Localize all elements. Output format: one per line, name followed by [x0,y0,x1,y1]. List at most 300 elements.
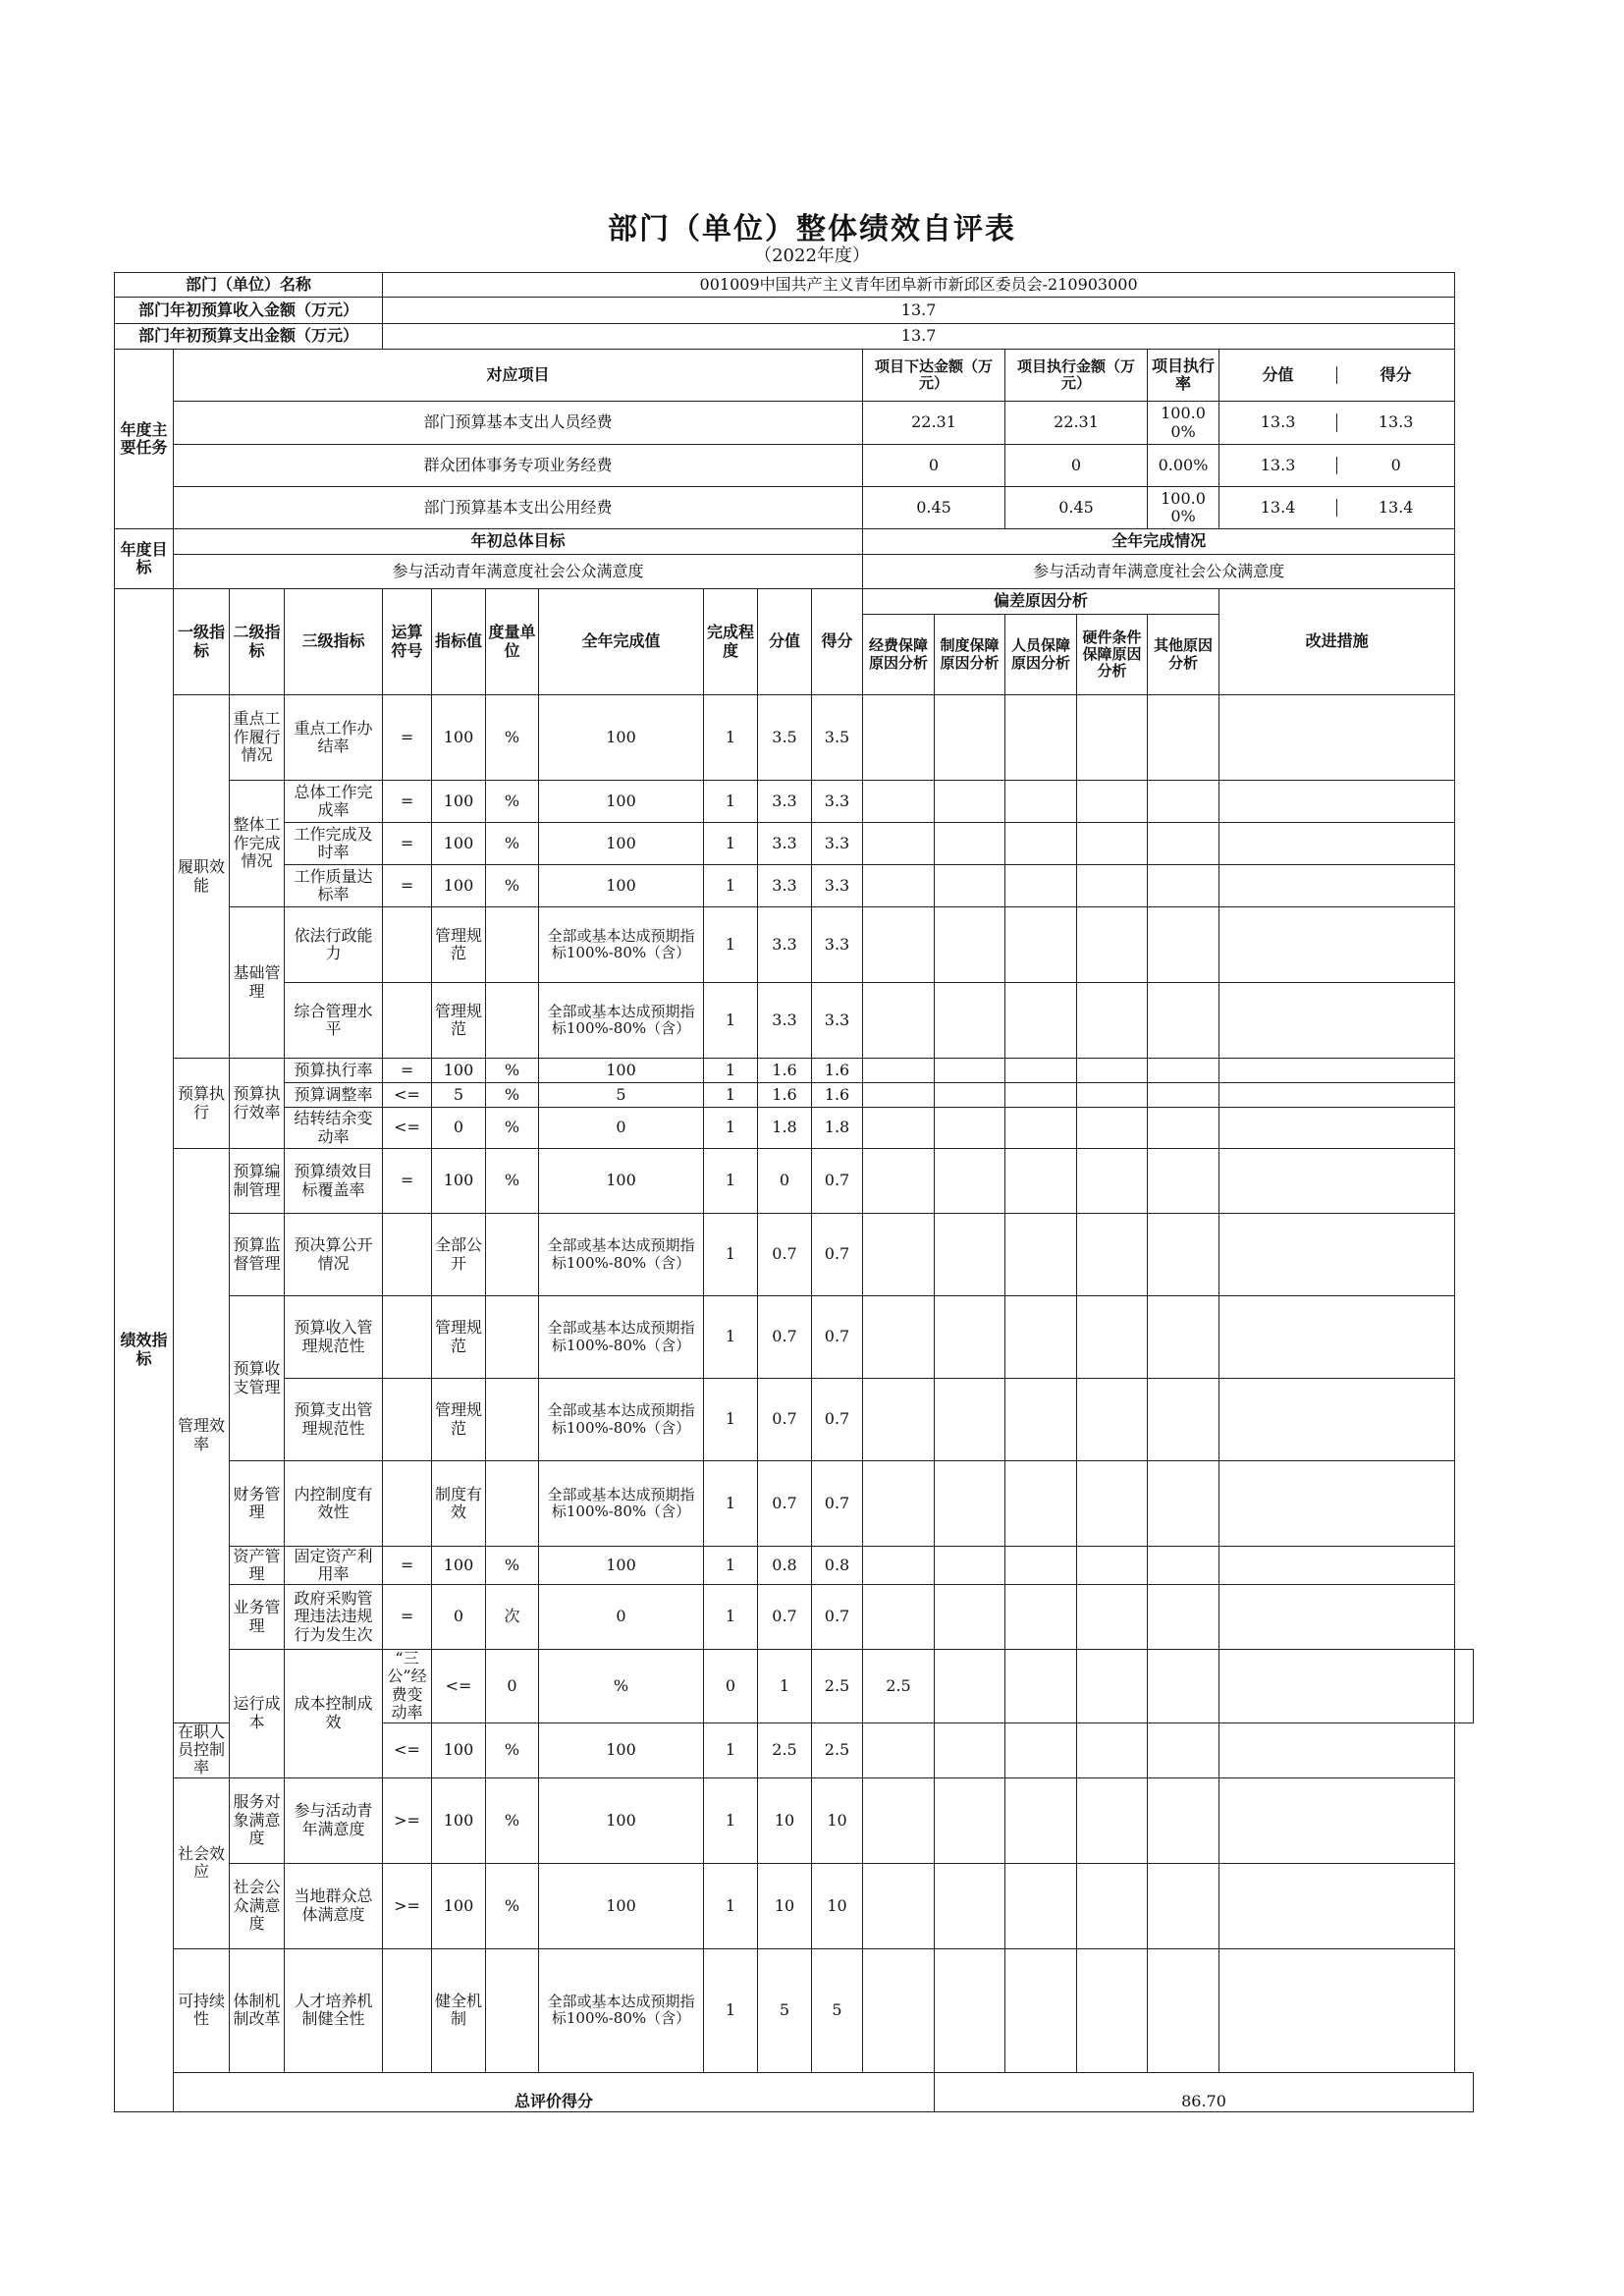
perf-fix [1219,1149,1455,1214]
perf-deg: 1 [704,1083,758,1108]
task-rate: 100.00% [1148,402,1219,445]
perf-dev4 [1077,1777,1148,1863]
perf-col-dev5: 其他原因分析 [1148,615,1219,695]
perf-dev1 [863,1083,935,1108]
perf-unit: % [486,823,539,865]
perf-val: 100 [432,781,486,823]
perf-row [115,907,1474,983]
perf-fix [1219,1108,1455,1149]
perf-done: 100 [539,1777,704,1863]
perf-op: = [383,695,432,781]
perf-col-score: 分值 [758,589,812,695]
perf-dev4 [1077,1214,1148,1296]
perf-deg: 1 [704,1461,758,1547]
perf-dev1 [863,1379,935,1461]
perf-dev4 [1148,1650,1219,1723]
perf-row [115,781,1474,823]
perf-dev3 [1005,1379,1077,1461]
perf-dev4 [1077,1149,1148,1214]
perf-dev3 [1005,1461,1077,1547]
perf-done: 0 [704,1650,758,1723]
tasks-col-score: 分值 [1219,366,1337,384]
perf-unit: 次 [486,1585,539,1650]
perf-score: 3.3 [758,865,812,907]
perf-dev5 [1148,983,1219,1059]
perf-op: = [383,823,432,865]
perf-dev4 [1077,865,1148,907]
perf-unit: % [486,1547,539,1585]
perf-section-label: 绩效指标 [115,589,174,2112]
perf-dev3 [1005,695,1077,781]
perf-val: 0 [432,1585,486,1650]
perf-unit: % [486,1777,539,1863]
unit-label: 部门（单位）名称 [115,273,383,298]
expense-value: 13.7 [383,324,1455,350]
perf-done: 全部或基本达成预期指标100%-80%（含） [539,1379,704,1461]
perf-dev5 [1148,1948,1219,2072]
perf-sub: 社会公众满意度 [230,1863,285,1948]
perf-fix [1219,1059,1455,1083]
perf-score: 3.3 [758,823,812,865]
perf-op [383,1948,432,2072]
task-executed: 0 [1005,445,1148,487]
total-label: 总评价得分 [174,2072,935,2111]
task-score-split [1219,487,1455,529]
perf-dev5 [1148,781,1219,823]
perf-dev2 [935,865,1005,907]
perf-col-l1: 一级指标 [174,589,230,695]
perf-col-dev3: 人员保障原因分析 [1005,615,1077,695]
perf-val: 100 [432,823,486,865]
perf-sub: 预算收支管理 [230,1296,285,1461]
perf-deg: 1 [704,1547,758,1585]
perf-fix [1219,823,1455,865]
perf-deg: 1 [704,1108,758,1149]
perf-score: 0 [758,1149,812,1214]
perf-dev1 [863,1948,935,2072]
perf-fix [1219,1214,1455,1296]
perf-dev5 [1148,1149,1219,1214]
perf-l3: 在职人员控制率 [174,1722,230,1777]
perf-dev4 [1077,695,1148,781]
perf-dev5 [1148,1214,1219,1296]
perf-dev2 [935,695,1005,781]
perf-dev5 [1148,1722,1219,1777]
perf-l3: 固定资产利用率 [285,1547,383,1585]
perf-val: 100 [432,865,486,907]
perf-got: 0.7 [812,1296,863,1379]
perf-fix [1219,1296,1455,1379]
perf-val: 100 [432,1722,486,1777]
task-rate: 0.00% [1148,445,1219,487]
perf-unit [486,983,539,1059]
perf-done: 全部或基本达成预期指标100%-80%（含） [539,983,704,1059]
perf-col-dev2: 制度保障原因分析 [935,615,1005,695]
perf-dev1 [863,781,935,823]
page-subtitle: （2022年度） [754,246,870,266]
perf-got: 3.3 [812,907,863,983]
perf-got: 1.6 [812,1059,863,1083]
perf-dev4 [1077,1863,1148,1948]
perf-dev5 [1148,1296,1219,1379]
task-row [115,487,1474,529]
perf-unit [486,1379,539,1461]
perf-done: 全部或基本达成预期指标100%-80%（含） [539,1214,704,1296]
perf-score: 10 [758,1863,812,1948]
task-got: 13.4 [1378,497,1414,517]
perf-unit: % [486,781,539,823]
total-row [115,2072,1474,2111]
perf-deg: 1 [704,823,758,865]
perf-dev2 [935,1083,1005,1108]
perf-score: 0.7 [758,1585,812,1650]
perf-sub: 财务管理 [230,1461,285,1547]
perf-dev4 [1077,1296,1148,1379]
task-got: 13.3 [1378,412,1414,432]
perf-row [115,1777,1474,1863]
perf-row [115,1650,1474,1723]
perf-dev4 [1077,1461,1148,1547]
perf-done: 100 [539,865,704,907]
perf-dev4 [1077,1059,1148,1083]
perf-dev5 [1148,1083,1219,1108]
perf-l3: “三公”经费变动率 [383,1650,432,1723]
perf-row [115,865,1474,907]
perf-got: 3.5 [812,695,863,781]
perf-dev1 [863,1863,935,1948]
task-row [115,445,1474,487]
tasks-header-row [115,350,1474,402]
tasks-col-allocated: 项目下达金额（万元） [863,350,1005,402]
perf-dev3 [1005,865,1077,907]
perf-dev5 [1148,1547,1219,1585]
task-item: 部门预算基本支出公用经费 [174,487,863,529]
perf-dev1 [863,1108,935,1149]
perf-sub: 体制机制改革 [230,1948,285,2072]
perf-row [115,1948,1474,2072]
perf-dev2 [935,1722,1005,1777]
perf-op: <= [383,1083,432,1108]
perf-dev1 [863,865,935,907]
perf-done: 全部或基本达成预期指标100%-80%（含） [539,1296,704,1379]
perf-row [115,1108,1474,1149]
perf-l3: 依法行政能力 [285,907,383,983]
perf-dev5 [1148,1863,1219,1948]
perf-dev5 [1148,695,1219,781]
perf-dev2 [935,907,1005,983]
perf-dev2 [935,781,1005,823]
perf-dev4 [1077,781,1148,823]
perf-dev3 [1005,823,1077,865]
perf-dev5 [1148,823,1219,865]
perf-deg: 1 [704,1149,758,1214]
perf-op: <= [432,1650,486,1723]
perf-dev4 [1077,1108,1148,1149]
perf-done: 0 [539,1108,704,1149]
perf-dev1 [863,1149,935,1214]
perf-unit [486,1461,539,1547]
perf-dev5 [1148,907,1219,983]
perf-header-row-1 [115,589,1474,615]
perf-got: 1.6 [812,1083,863,1108]
perf-got: 3.3 [812,781,863,823]
perf-sub: 服务对象满意度 [230,1777,285,1863]
perf-val: 全部公开 [432,1214,486,1296]
perf-row [115,983,1474,1059]
perf-dev4 [1077,1379,1148,1461]
perf-got: 0.7 [812,1214,863,1296]
perf-val: 管理规范 [432,983,486,1059]
perf-got: 10 [812,1863,863,1948]
perf-got: 3.3 [812,983,863,1059]
perf-col-fix: 改进措施 [1219,589,1455,695]
goal-completion-header: 全年完成情况 [863,529,1455,555]
perf-deg: 1 [704,695,758,781]
tasks-col-got: 得分 [1380,364,1412,384]
perf-op: = [383,865,432,907]
perf-dev2 [935,1379,1005,1461]
perf-dev2 [935,1108,1005,1149]
perf-dev4 [1077,983,1148,1059]
perf-got: 2.5 [812,1722,863,1777]
perf-l3: 预算调整率 [285,1083,383,1108]
goal-completion-value: 参与活动青年满意度社会公众满意度 [863,555,1455,589]
perf-row [115,1296,1474,1379]
perf-score: 0.7 [758,1379,812,1461]
perf-op: = [383,1547,432,1585]
perf-done: 100 [539,781,704,823]
perf-row [115,1547,1474,1585]
perf-dev3 [1005,1296,1077,1379]
perf-op [383,1379,432,1461]
perf-got: 2.5 [863,1650,935,1723]
perf-dev2 [935,1461,1005,1547]
task-score: 13.3 [1219,457,1337,474]
perf-done: 100 [539,1722,704,1777]
perf-got: 3.3 [812,865,863,907]
perf-dev5 [1219,1650,1455,1723]
goal-header-row [115,529,1474,555]
perf-op: >= [383,1777,432,1863]
perf-l3: 综合管理水平 [285,983,383,1059]
perf-dev3 [1005,1863,1077,1948]
perf-op [383,1296,432,1379]
perf-score: 2.5 [758,1722,812,1777]
perf-dev4 [1077,907,1148,983]
perf-group: 履职效能 [174,695,230,1059]
perf-unit: % [486,1083,539,1108]
perf-l3: 预算收入管理规范性 [285,1296,383,1379]
perf-val: 100 [432,1547,486,1585]
perf-dev2 [935,1059,1005,1083]
perf-unit: % [539,1650,704,1723]
perf-fix [1219,907,1455,983]
perf-score: 0.8 [758,1547,812,1585]
perf-dev3 [1005,1948,1077,2072]
perf-dev3 [1005,781,1077,823]
perf-fix [1219,1083,1455,1108]
perf-dev4 [1077,1722,1148,1777]
perf-dev3 [1005,1083,1077,1108]
task-score-split [1219,402,1455,445]
unit-row [115,273,1474,298]
perf-score: 0.7 [758,1214,812,1296]
perf-sub: 预算监督管理 [230,1214,285,1296]
perf-sub: 预算执行效率 [230,1059,285,1149]
perf-dev1 [863,823,935,865]
perf-got: 3.3 [812,823,863,865]
perf-got: 0.8 [812,1547,863,1585]
perf-dev1 [863,1777,935,1863]
perf-got: 10 [812,1777,863,1863]
perf-op: >= [383,1863,432,1948]
perf-dev4 [1077,1585,1148,1650]
perf-dev5 [1148,1108,1219,1149]
perf-score: 0.7 [758,1461,812,1547]
perf-group: 预算执行 [174,1059,230,1149]
task-allocated: 0 [863,445,1005,487]
perf-dev2 [935,983,1005,1059]
perf-dev5 [1148,1585,1219,1650]
perf-dev3 [1077,1650,1148,1723]
perf-dev2 [935,1777,1005,1863]
perf-col-unit: 度量单位 [486,589,539,695]
perf-val: 管理规范 [432,1379,486,1461]
perf-row [115,695,1474,781]
perf-op: = [383,781,432,823]
perf-dev1 [863,695,935,781]
tasks-col-rate: 项目执行率 [1148,350,1219,402]
perf-dev1 [863,1585,935,1650]
task-item: 群众团体事务专项业务经费 [174,445,863,487]
perf-op [383,983,432,1059]
perf-col-dev4: 硬件条件保障原因分析 [1077,615,1148,695]
perf-fix [1219,1722,1455,1777]
perf-deg: 1 [704,1585,758,1650]
income-label: 部门年初预算收入金额（万元） [115,298,383,324]
perf-l3: 政府采购管理违法违规行为发生次 [285,1585,383,1650]
perf-dev1 [863,1461,935,1547]
perf-l3: 总体工作完成率 [285,781,383,823]
perf-sub: 成本控制成效 [285,1650,383,1778]
perf-unit: % [486,1722,539,1777]
task-executed: 22.31 [1005,402,1148,445]
perf-l3: 预算执行率 [285,1059,383,1083]
perf-unit: % [486,1108,539,1149]
perf-dev5 [1148,1777,1219,1863]
perf-val: 100 [432,1777,486,1863]
perf-dev4 [1077,1948,1148,2072]
perf-done: 100 [539,1547,704,1585]
perf-dev2 [935,1214,1005,1296]
perf-fix [1219,1948,1455,2072]
perf-got: 1.8 [812,1108,863,1149]
tasks-col-executed: 项目执行金额（万元） [1005,350,1148,402]
perf-fix [1219,695,1455,781]
perf-group: 管理效率 [174,1149,230,1723]
perf-group: 运行成本 [230,1650,285,1778]
task-score: 13.3 [1219,413,1337,431]
total-value: 86.70 [935,2072,1474,2111]
perf-val: 100 [432,1149,486,1214]
task-executed: 0.45 [1005,487,1148,529]
perf-row [115,1083,1474,1108]
task-got: 0 [1390,455,1401,474]
page-title: 部门（单位）整体绩效自评表 [608,212,1016,246]
perf-score: 3.5 [758,695,812,781]
perf-val: 100 [432,1059,486,1083]
task-score: 13.4 [1219,499,1337,517]
perf-dev3 [1005,1108,1077,1149]
perf-done: 全部或基本达成预期指标100%-80%（含） [539,1948,704,2072]
perf-dev3 [1005,983,1077,1059]
perf-fix [1455,1650,1474,1723]
task-score-split [1219,445,1455,487]
perf-dev1 [863,1214,935,1296]
task-row [115,402,1474,445]
perf-unit: % [486,695,539,781]
perf-op: = [383,1059,432,1083]
task-allocated: 22.31 [863,402,1005,445]
perf-sub: 基础管理 [230,907,285,1059]
perf-l3: 工作完成及时率 [285,823,383,865]
perf-deg: 1 [704,1379,758,1461]
goal-value-row [115,555,1474,589]
perf-dev1 [863,907,935,983]
perf-dev3 [1005,1547,1077,1585]
perf-col-done: 全年完成值 [539,589,704,695]
perf-deg: 1 [704,907,758,983]
perf-fix [1219,781,1455,823]
perf-sub: 资产管理 [230,1547,285,1585]
perf-done: 100 [539,1863,704,1948]
perf-got: 0.7 [812,1379,863,1461]
perf-fix [1219,1379,1455,1461]
perf-score: 3.3 [758,983,812,1059]
perf-l3: 结转结余变动率 [285,1108,383,1149]
perf-dev1 [863,1296,935,1379]
perf-deg: 1 [704,781,758,823]
perf-score: 1.6 [758,1059,812,1083]
perf-op [383,1461,432,1547]
perf-l3: 人才培养机制健全性 [285,1948,383,2072]
perf-deg: 1 [704,1722,758,1777]
perf-l3: 预算支出管理规范性 [285,1379,383,1461]
perf-unit [486,907,539,983]
perf-sub: 业务管理 [230,1585,285,1650]
expense-label: 部门年初预算支出金额（万元） [115,324,383,350]
perf-op [383,1214,432,1296]
income-value: 13.7 [383,298,1455,324]
task-rate: 100.00% [1148,487,1219,529]
perf-dev2 [935,1948,1005,2072]
tasks-col-score-split [1219,350,1455,402]
perf-val: 0 [432,1108,486,1149]
perf-col-l3: 三级指标 [285,589,383,695]
perf-deg: 1 [704,1296,758,1379]
perf-fix [1219,1777,1455,1863]
perf-op: <= [383,1722,432,1777]
perf-val: 100 [432,695,486,781]
perf-dev3 [1005,1059,1077,1083]
perf-done: 100 [539,1149,704,1214]
perf-deg: 1 [704,1214,758,1296]
perf-sub: 重点工作履行情况 [230,695,285,781]
perf-val: 100 [432,1863,486,1948]
perf-got: 0.7 [812,1149,863,1214]
perf-val: 0 [486,1650,539,1723]
perf-sub: 整体工作完成情况 [230,781,285,907]
